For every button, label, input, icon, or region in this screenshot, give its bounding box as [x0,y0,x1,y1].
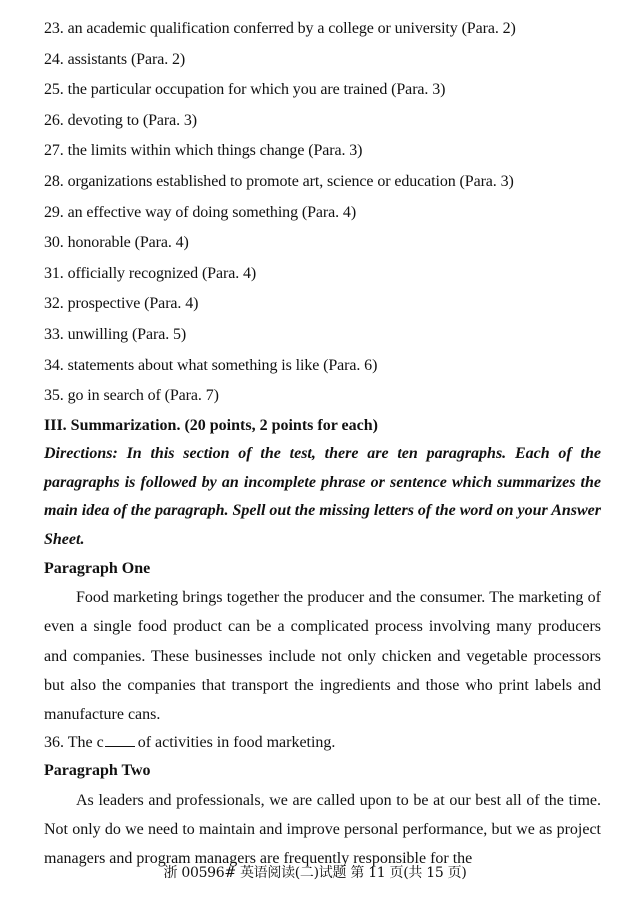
item-text: go in search of (Para. 7) [67,387,219,405]
paragraph-one-heading: Paragraph One [44,559,151,577]
paragraph-two-body: As leaders and professionals, we are called upon to be at our best all of the time. Not only do we need to maintain and improve personal performance, but we as project managers and program managers are frequently responsible for the [44,791,601,868]
vocab-item-23 [44,14,601,45]
question-suffix: of activities in food marketing. [137,734,336,752]
item-text: an academic qualification conferred by a college or university (Para. 2) [67,20,516,37]
page-footer: 浙 00596# 英语阅读(二)试题 第 11 页(共 15 页) [163,865,467,881]
vocab-item-28 [44,167,601,198]
vocab-item-34 [44,351,601,382]
item-text: prospective (Para. 4) [67,295,199,313]
answer-blank [105,745,135,747]
item-text: an effective way of doing something (Para. 4) [67,203,357,221]
item-text: officially recognized (Para. 4) [67,264,257,282]
item-number: 27. [44,142,64,160]
item-number: 32. [44,295,64,313]
vocab-item-27 [44,136,601,167]
item-text: organizations established to promote art, science or education (Para. 3) [67,172,514,190]
exam-page [44,14,601,873]
item-text: assistants (Para. 2) [67,50,186,68]
vocab-item-33 [44,320,601,351]
vocab-item-29 [44,198,601,229]
item-number: 33. [44,325,64,343]
item-number: 26. [44,111,64,129]
item-text: honorable (Para. 4) [67,234,189,252]
section-title: III. Summarization. (20 points, 2 points for each) [44,416,378,434]
item-number: 24. [44,50,64,68]
item-text: statements about what something is like (Para. 6) [67,356,378,374]
item-text: the particular occupation for which you are trained (Para. 3) [67,81,446,99]
item-number: 35. [44,387,64,405]
item-number: 34. [44,356,64,374]
vocab-item-32 [44,289,601,320]
vocab-item-25 [44,75,601,106]
item-text: unwilling (Para. 5) [67,325,187,343]
vocabulary-list [44,14,601,412]
item-number: 30. [44,234,64,252]
item-text: devoting to (Para. 3) [67,111,198,129]
paragraph-one-body: Food marketing brings together the producer and the consumer. The marketing of even a single food product can be a complicated process involving many producers and companies. These businesses include not only chicken and vegetable processors but also the companies that transport the ingredients and those who print labels and manufacture cans. [44,589,601,723]
item-number: 25. [44,81,64,99]
question-number: 36. [44,734,64,752]
item-number: 28. [44,172,64,190]
vocab-item-26 [44,106,601,137]
item-number: 23. [44,20,64,37]
vocab-item-24 [44,45,601,76]
question-prefix: The c [67,734,104,752]
vocab-item-35 [44,381,601,412]
item-text: the limits within which things change (Para. 3) [67,142,363,160]
vocab-item-31 [44,259,601,290]
question-36 [44,729,601,757]
paragraph-two-heading: Paragraph Two [44,762,151,780]
item-number: 29. [44,203,64,221]
vocab-item-30 [44,228,601,259]
section-directions: Directions: In this section of the test, there are ten paragraphs. Each of the paragraphs is followed by an incomplete phrase or sentence which summarizes the main idea of the paragraph. Spell out the missing letters of the word on your Answer Sheet. [44,445,601,548]
item-number: 31. [44,264,64,282]
